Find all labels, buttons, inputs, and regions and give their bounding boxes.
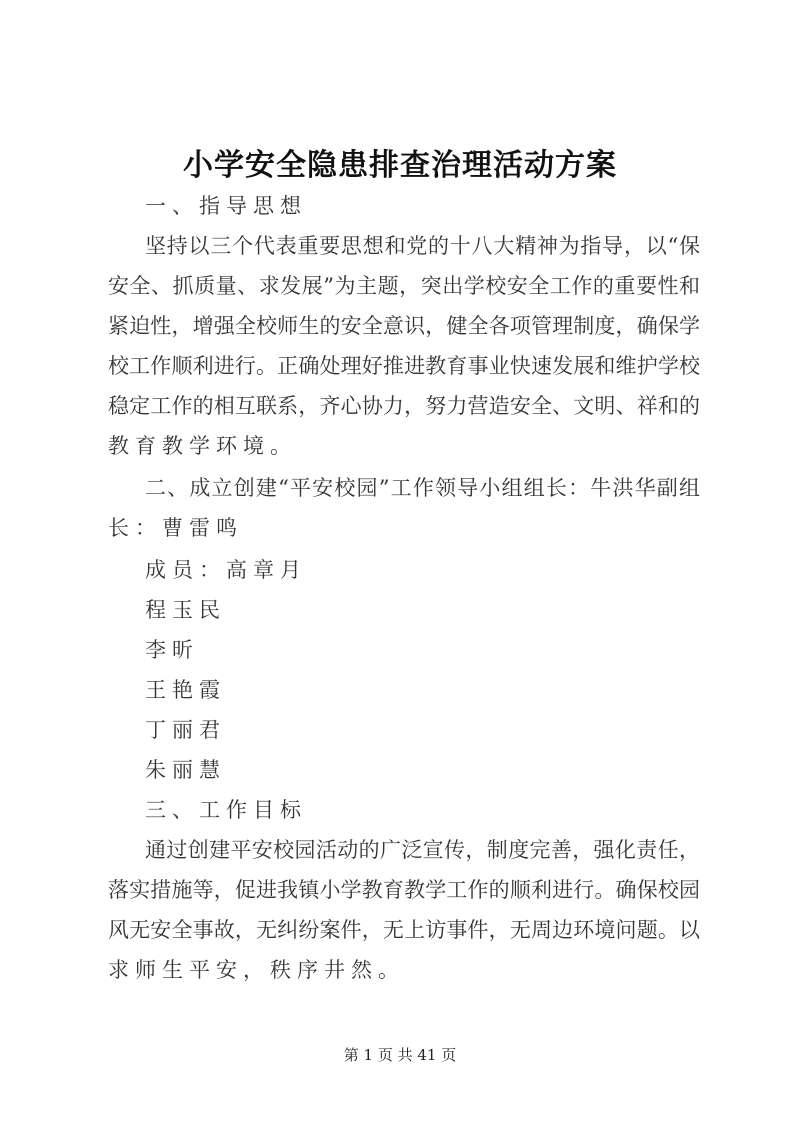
paragraph-line: 教育教学环境。 [108,434,297,458]
paragraph-line: 紧迫性，增强全校师生的安全意识，健全各项管理制度，确保学 [108,314,700,338]
members-label: 成员：高章月 [145,558,307,582]
paragraph-line: 安全、抓质量、求发展”为主题，突出学校安全工作的重要性和 [108,274,700,298]
paragraph-line: 求师生平安，秩序井然。 [108,958,405,982]
member-name: 王艳霞 [145,678,226,702]
paragraph-line: 稳定工作的相互联系，齐心协力，努力营造安全、文明、祥和的 [108,394,700,418]
document-title: 小学安全隐患排查治理活动方案 [183,148,617,183]
paragraph-line: 长：曹雷鸣 [108,516,243,540]
member-name: 李昕 [145,638,199,662]
paragraph-line: 落实措施等，促进我镇小学教育教学工作的顺利进行。确保校园 [108,878,700,902]
member-name: 朱丽慧 [145,758,226,782]
paragraph-line: 校工作顺利进行。正确处理好推进教育事业快速发展和维护学校 [108,354,700,378]
member-name: 丁丽君 [145,718,226,742]
section-heading: 三、工作目标 [145,798,307,822]
section-heading: 一、指导思想 [145,194,307,218]
member-name: 程玉民 [145,598,226,622]
paragraph-line: 通过创建平安校园活动的广泛宣传，制度完善，强化责任， [145,838,700,862]
paragraph-line: 坚持以三个代表重要思想和党的十八大精神为指导，以“保 [145,234,700,258]
page-footer: 第 1 页 共 41 页 [343,1046,457,1064]
section-heading: 二、成立创建“平安校园”工作领导小组组长：牛洪华副组 [145,476,700,500]
paragraph-line: 风无安全事故，无纠纷案件，无上访事件，无周边环境问题。以 [108,918,700,942]
